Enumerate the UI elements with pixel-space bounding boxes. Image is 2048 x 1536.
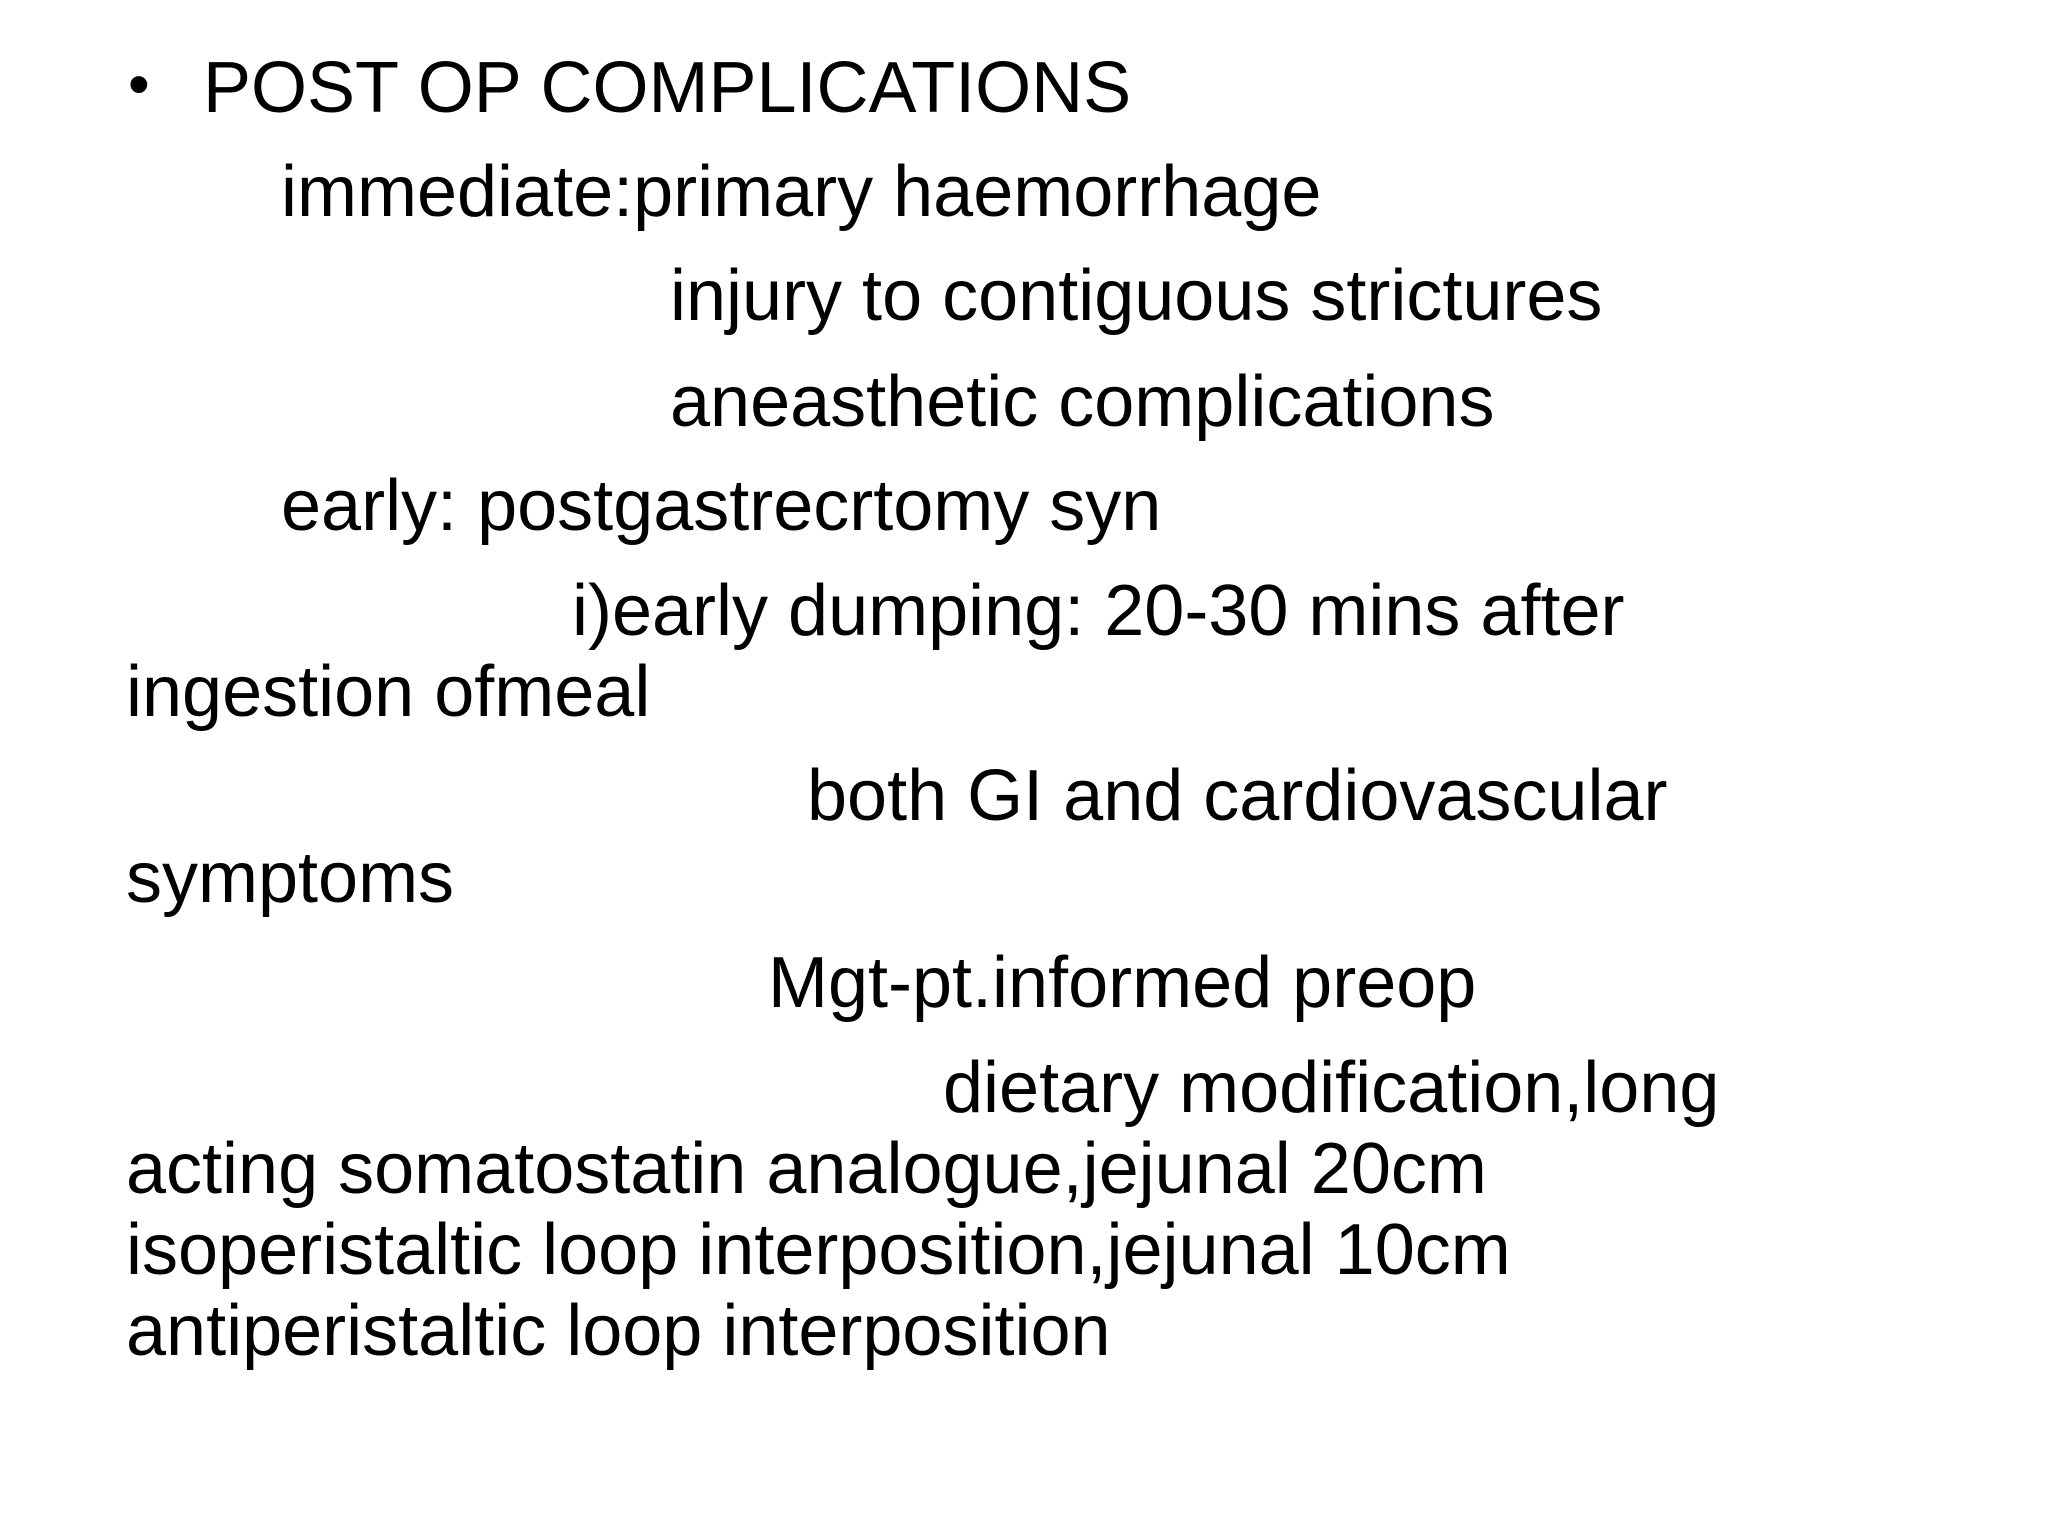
text-line-ingestion: ingestion ofmeal (126, 652, 651, 732)
text-line-early: early: postgastrecrtomy syn (281, 466, 1162, 546)
text-line-gi-cardio: both GI and cardiovascular (807, 756, 1668, 836)
bullet-icon: • (128, 50, 150, 119)
text-line-management: Mgt-pt.informed preop (768, 943, 1477, 1023)
text-line-injury: injury to contiguous strictures (670, 256, 1603, 336)
text-line-antiperistaltic: antiperistaltic loop interposition (126, 1291, 1111, 1371)
text-line-early-dumping: i)early dumping: 20-30 mins after (572, 571, 1625, 651)
text-line-immediate: immediate:primary haemorrhage (281, 152, 1322, 232)
text-line-symptoms: symptoms (126, 838, 455, 918)
text-line-anaesthetic: aneasthetic complications (670, 362, 1495, 442)
slide-title: POST OP COMPLICATIONS (203, 48, 1132, 128)
text-line-dietary: dietary modification,long (943, 1048, 1720, 1128)
text-line-isoperistaltic: isoperistaltic loop interposition,jejunal 10cm (126, 1210, 1511, 1290)
text-line-somatostatin: acting somatostatin analogue,jejunal 20cm (126, 1129, 1487, 1209)
